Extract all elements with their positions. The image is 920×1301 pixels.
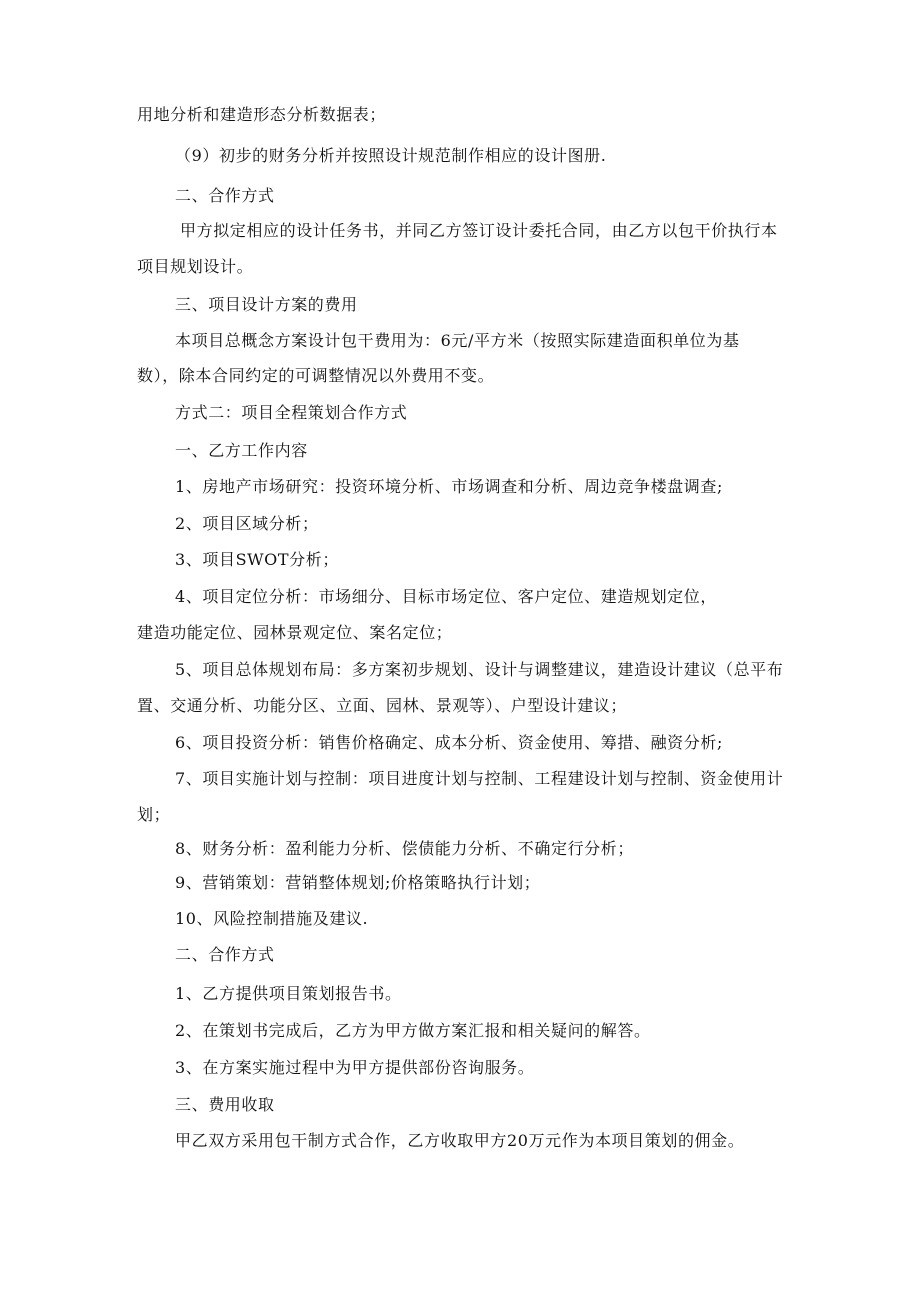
section-heading: 三、费用收取: [175, 1095, 275, 1114]
list-item: 4、项目定位分析：市场细分、目标市场定位、客户定位、建造规划定位，: [175, 587, 717, 606]
list-item: 3、在方案实施过程中为甲方提供部份咨询服务。: [175, 1058, 535, 1077]
list-item: 6、项目投资分析：销售价格确定、成本分析、资金使用、筹措、融资分析;: [175, 733, 723, 752]
list-item: 5、项目总体规划布局：多方案初步规划、设计与调整建议，建造设计建议（总平布: [175, 660, 784, 679]
section-heading: 二、合作方式: [175, 186, 275, 205]
text-line: 甲乙双方采用包干制方式合作，乙方收取甲方20万元作为本项目策划的佣金。: [175, 1131, 745, 1150]
list-item: 10、风险控制措施及建议.: [175, 909, 369, 928]
text-line: 数），除本合同约定的可调整情况以外费用不变。: [137, 366, 495, 385]
list-item: 置、交通分析、功能分区、立面、园林、景观等）、户型设计建议；: [137, 696, 628, 715]
list-item: 划；: [137, 805, 171, 824]
text-line: 本项目总概念方案设计包干费用为：6元/平方米（按照实际建造面积单位为基: [175, 331, 740, 350]
text-line: 甲方拟定相应的设计任务书，并同乙方签订设计委托合同，由乙方以包干价执行本: [180, 221, 778, 240]
section-heading: 一、乙方工作内容: [175, 441, 308, 460]
list-item: 9、营销策划：营销整体规划;价格策略执行计划；: [175, 873, 541, 892]
list-item: 8、财务分析：盈利能力分析、偿债能力分析、不确定行分析；: [175, 839, 634, 858]
list-item: 7、项目实施计划与控制：项目进度计划与控制、工程建设计划与控制、资金使用计: [175, 769, 784, 788]
list-item: 1、乙方提供项目策划报告书。: [175, 984, 402, 1003]
list-item: 2、在策划书完成后，乙方为甲方做方案汇报和相关疑问的解答。: [175, 1021, 651, 1040]
list-item: 1、房地产市场研究：投资环境分析、市场调查和分析、周边竞争楼盘调查;: [175, 477, 723, 496]
text-line: （9）初步的财务分析并按照设计规范制作相应的设计图册.: [175, 146, 607, 165]
text-line: 项目规划设计。: [137, 257, 254, 276]
list-item: 2、项目区域分析；: [175, 514, 319, 533]
list-item: 3、项目SWOT分析；: [175, 550, 339, 569]
text-line: 用地分析和建造形态分析数据表；: [137, 105, 387, 124]
section-heading: 方式二：项目全程策划合作方式: [175, 403, 408, 422]
section-heading: 三、项目设计方案的费用: [175, 295, 358, 314]
section-heading: 二、合作方式: [175, 945, 275, 964]
list-item: 建造功能定位、园林景观定位、案名定位；: [137, 623, 453, 642]
